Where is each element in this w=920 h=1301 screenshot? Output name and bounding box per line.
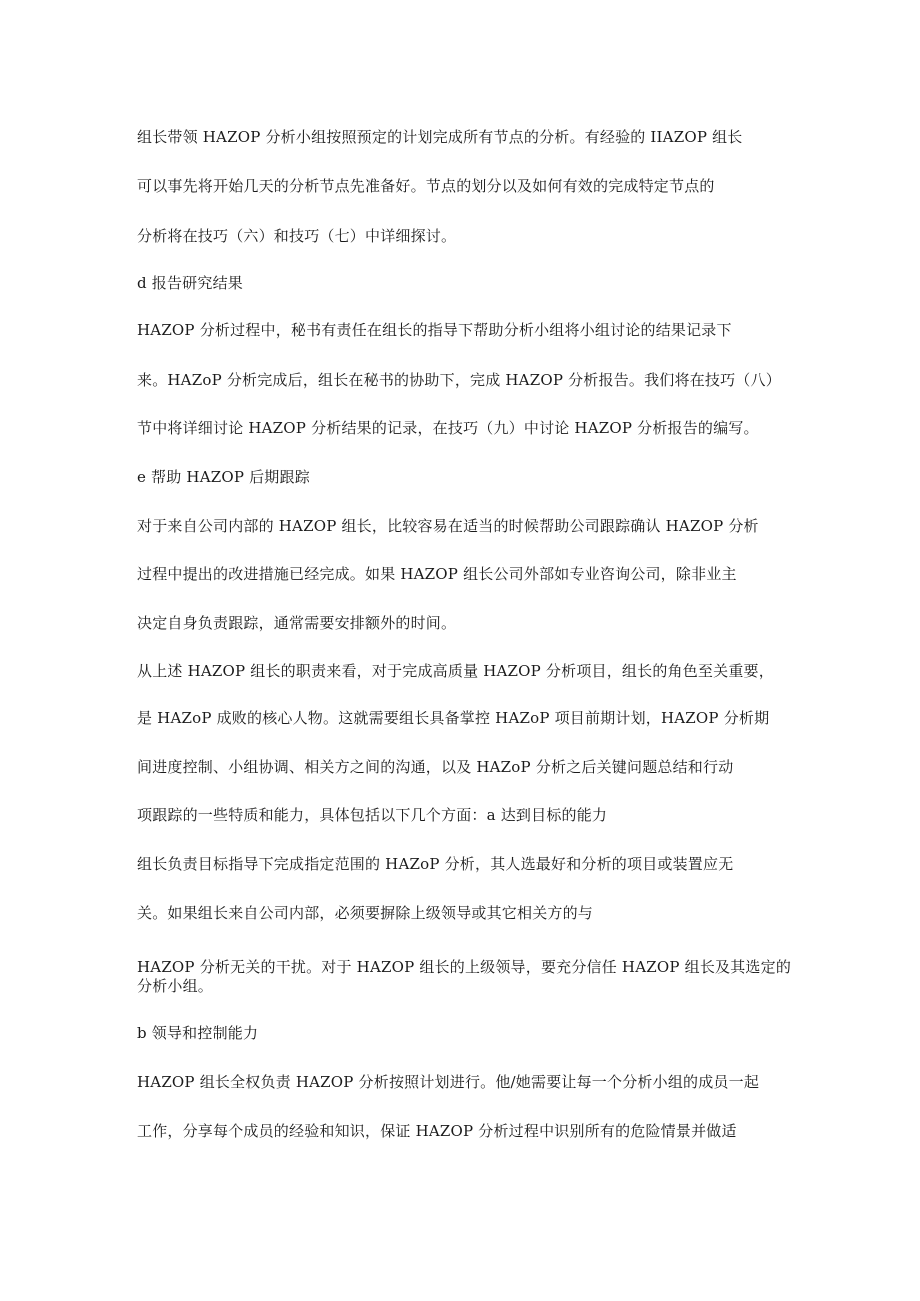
text-line: 间进度控制、小组协调、相关方之间的沟通，以及 HAZoP 分析之后关键问题总结和行动 [137,758,734,776]
text-line: 过程中提出的改进措施已经完成。如果 HAZOP 组长公司外部如专业咨询公司，除非业主 [137,565,737,583]
text-line: 关。如果组长来自公司内部，必须要摒除上级领导或其它相关方的与 [137,904,594,922]
section-heading: b 领导和控制能力 [137,1024,259,1042]
text-line: 工作，分享每个成员的经验和知识，保证 HAZOP 分析过程中识别所有的危险情景并做适 [137,1122,737,1140]
text-line: 节中将详细讨论 HAZOP 分析结果的记录，在技巧（九）中讨论 HAZOP 分析报告的编写。 [137,419,759,437]
text-line: 对于来自公司内部的 HAZOP 组长，比较容易在适当的时候帮助公司跟踪确认 HAZOP 分析 [137,517,759,535]
text-line: 组长负责目标指导下完成指定范围的 HAZoP 分析，其人选最好和分析的项目或装置应无 [137,855,734,873]
section-heading: d 报告研究结果 [137,274,243,292]
text-line: HAZOP 组长全权负责 HAZOP 分析按照计划进行。他/她需要让每一个分析小组的成员一起 [137,1073,760,1091]
text-line: HAZOP 分析过程中，秘书有责任在组长的指导下帮助分析小组将小组讨论的结果记录下 [137,321,732,339]
text-line: 项跟踪的一些特质和能力，具体包括以下几个方面：a 达到目标的能力 [137,806,608,824]
section-heading: e 帮助 HAZOP 后期跟踪 [137,468,310,486]
text-line: 从上述 HAZOP 组长的职责来看，对于完成高质量 HAZOP 分析项目，组长的角色至关重要， [137,662,774,680]
text-line: HAZOP 分析无关的干扰。对于 HAZOP 组长的上级领导，要充分信任 HAZOP 组长及其选定的分析小组。 [137,958,792,995]
text-line: 是 HAZoP 成败的核心人物。这就需要组长具备掌控 HAZoP 项目前期计划，HAZOP 分析期 [137,709,770,727]
text-line: 分析将在技巧（六）和技巧（七）中详细探讨。 [137,227,457,245]
text-line: 来。HAZoP 分析完成后，组长在秘书的协助下，完成 HAZOP 分析报告。我们将在技巧（八） [137,371,781,389]
text-line: 决定自身负责跟踪，通常需要安排额外的时间。 [137,614,457,632]
text-line: 可以事先将开始几天的分析节点先准备好。节点的划分以及如何有效的完成特定节点的 [137,177,715,195]
text-line: 组长带领 HAZOP 分析小组按照预定的计划完成所有节点的分析。有经验的 IIAZOP 组长 [137,128,743,146]
